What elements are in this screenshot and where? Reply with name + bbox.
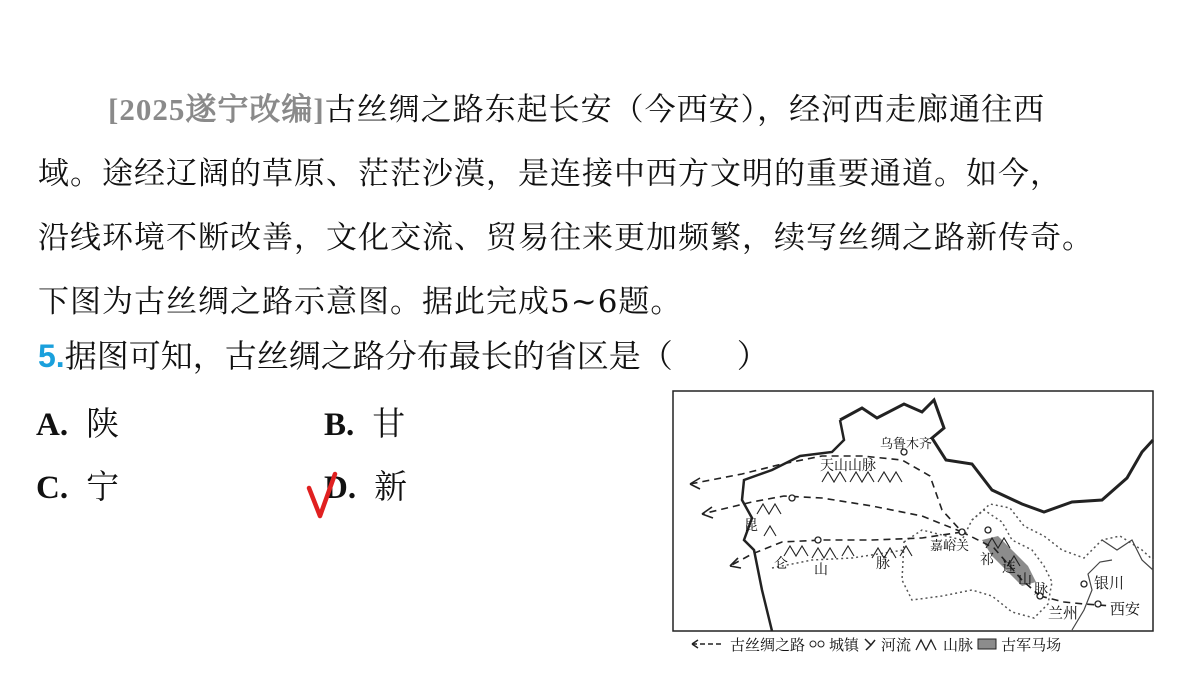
label-lanzhou: 兰州 <box>1048 604 1079 622</box>
pasture-legend-icon <box>977 638 997 650</box>
map-frame <box>673 391 1153 631</box>
legend-mountain-label: 山脉 <box>943 635 974 654</box>
legend-river <box>863 634 911 655</box>
legend-route <box>690 634 805 655</box>
label-qilian-3: 山 <box>1018 572 1032 588</box>
legend-river-label: 河流 <box>881 635 912 654</box>
label-urumqi: 乌鲁木齐 <box>880 437 933 452</box>
legend-town <box>809 634 859 655</box>
town-legend-icon <box>809 639 825 649</box>
label-qilian-1: 祁 <box>980 552 994 568</box>
label-jiayuguan: 嘉峪关 <box>930 539 970 554</box>
source-tag: [2025遂宁改编] <box>108 92 325 127</box>
label-kunlun-2: 仑 <box>774 556 788 572</box>
label-qilian-2: 连 <box>1002 560 1016 576</box>
option-a-letter: A. <box>36 407 69 443</box>
option-d-letter: D. <box>324 470 357 506</box>
question-number: 5. <box>38 338 65 374</box>
option-d-text: 新 <box>374 467 408 506</box>
passage-line-3: 沿线环境不断改善，文化交流、贸易往来更加频繁，续写丝绸之路新传奇。 <box>38 220 1094 256</box>
option-a[interactable] <box>36 398 119 445</box>
river-legend-icon <box>863 637 877 651</box>
label-tianshan: 天山山脉 <box>820 458 876 474</box>
mountain-legend-icon <box>915 637 939 651</box>
option-b-text: 甘 <box>372 404 406 443</box>
route-legend-icon <box>690 639 726 649</box>
label-qilian-4: 脉 <box>1034 582 1048 598</box>
silk-road-map <box>672 390 1154 632</box>
legend-route-label: 古丝绸之路 <box>730 635 806 654</box>
label-kunlun-3: 山 <box>814 562 828 578</box>
passage-line-1 <box>38 78 1168 142</box>
label-kunlun-4: 脉 <box>876 556 890 572</box>
label-kunlun-1: 昆 <box>744 518 758 534</box>
legend-town-label: 城镇 <box>829 635 860 654</box>
option-b[interactable] <box>324 398 405 445</box>
passage-text-1: 古丝绸之路东起长安（今西安），经河西走廊通往西 <box>324 92 1046 128</box>
passage-line-4: 下图为古丝绸之路示意图。据此完成5~6题。 <box>38 284 683 320</box>
question-5 <box>38 330 769 382</box>
legend-pasture <box>977 634 1061 655</box>
check-mark-icon <box>306 470 338 520</box>
label-yinchuan: 银川 <box>1094 574 1125 592</box>
option-a-text: 陕 <box>86 404 120 443</box>
legend-pasture-label: 古军马场 <box>1001 635 1062 654</box>
option-c-text: 宁 <box>86 467 120 506</box>
option-b-letter: B. <box>324 407 355 443</box>
passage-line-2: 域。途经辽阔的草原、茫茫沙漠，是连接中西方文明的重要通道。如今， <box>38 156 1062 192</box>
option-c[interactable] <box>36 461 119 508</box>
question-text: 据图可知，古丝绸之路分布最长的省区是（ ） <box>64 337 769 375</box>
legend-mountain <box>915 634 973 655</box>
label-xian: 西安 <box>1110 600 1141 618</box>
passage <box>38 78 1168 334</box>
map-legend <box>690 632 1065 656</box>
option-c-letter: C. <box>36 470 69 506</box>
